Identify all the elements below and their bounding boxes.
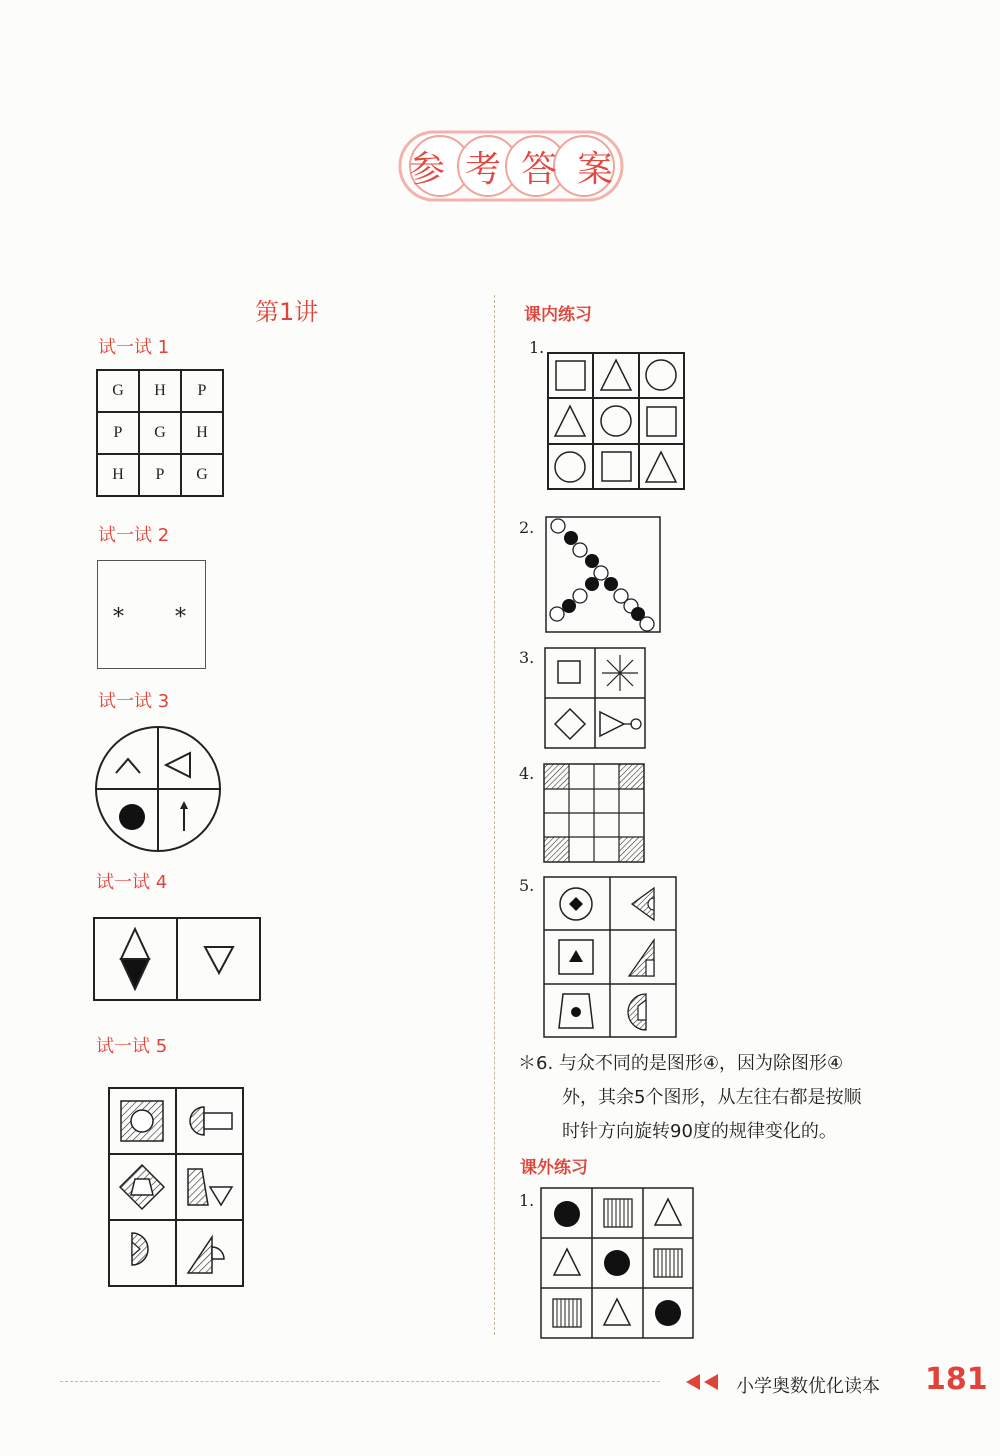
try5-label: 试一试 5 xyxy=(96,1036,168,1057)
try3-label: 试一试 3 xyxy=(98,691,170,712)
grid-cell: H xyxy=(139,370,181,412)
note-line: 外，其余5个图形，从左往右都是按顺 xyxy=(562,1087,862,1108)
grid-cell: G xyxy=(181,454,223,496)
inclass-q5-figure xyxy=(543,876,677,1038)
triangle-left-icon xyxy=(166,753,190,777)
asterisk-mark: * xyxy=(113,605,124,630)
afterclass-q1-figure xyxy=(540,1187,694,1339)
try1-label: 试一试 1 xyxy=(98,337,170,358)
try2-label: 试一试 2 xyxy=(98,525,170,546)
triangle-down-icon xyxy=(205,947,233,973)
lecture-title: 第1讲 xyxy=(255,298,319,326)
striped-square-icon xyxy=(553,1299,581,1327)
note-line: 时针方向旋转90度的规律变化的。 xyxy=(562,1121,837,1142)
caret-icon xyxy=(116,759,140,773)
triangle-icon xyxy=(655,1199,681,1225)
circle-icon xyxy=(555,452,585,482)
title-char: 答 xyxy=(521,148,558,190)
item-number: 2. xyxy=(519,518,535,537)
hatched-trapezoid-icon xyxy=(188,1169,208,1205)
half-circle-icon xyxy=(190,1107,204,1135)
in-class-heading: 课内练习 xyxy=(524,305,592,325)
title-char: 考 xyxy=(464,148,501,190)
square-icon xyxy=(602,452,631,481)
square-icon xyxy=(556,361,585,390)
column-divider xyxy=(494,295,495,1335)
filled-circle-icon xyxy=(604,1250,630,1276)
item-number: 3. xyxy=(519,648,535,667)
striped-square-icon xyxy=(654,1249,682,1277)
item-number: 1. xyxy=(519,1191,535,1210)
try2-box xyxy=(97,560,206,669)
circle-icon xyxy=(601,406,631,436)
inclass-q2-figure xyxy=(545,516,661,633)
triangle-icon xyxy=(555,406,585,436)
try4-figure xyxy=(93,917,261,1001)
note-line: ＊6. 与众不同的是图形④，因为除图形④ xyxy=(518,1053,844,1074)
title-char: 案 xyxy=(577,148,614,190)
diamond-icon xyxy=(555,709,585,739)
try3-circle-figure xyxy=(94,725,222,853)
note-paragraph xyxy=(518,1047,861,1149)
triangle-icon xyxy=(554,1249,580,1275)
grid-cell: P xyxy=(97,412,139,454)
diamond-bottom-icon xyxy=(121,959,149,989)
triangle-icon xyxy=(569,950,583,962)
inclass-q3-figure xyxy=(544,647,646,749)
try1-grid xyxy=(96,369,224,497)
filled-circle-icon xyxy=(655,1300,681,1326)
filled-circle-icon xyxy=(554,1201,580,1227)
grid-cell: G xyxy=(97,370,139,412)
square-icon xyxy=(647,407,676,436)
circle-icon xyxy=(646,360,676,390)
try4-label: 试一试 4 xyxy=(96,872,168,893)
title-banner xyxy=(398,128,624,204)
asterisk-mark: * xyxy=(175,605,186,630)
double-arrow-left-icon xyxy=(686,1374,726,1390)
page-number: 181 xyxy=(925,1362,988,1397)
diamond-icon xyxy=(569,897,583,911)
book-title: 小学奥数优化读本 xyxy=(736,1376,880,1397)
grid-cell: P xyxy=(139,454,181,496)
striped-square-icon xyxy=(604,1199,632,1227)
grid-cell: H xyxy=(97,454,139,496)
inclass-q4-figure xyxy=(543,763,645,863)
title-char: 参 xyxy=(408,148,445,190)
triangle-icon xyxy=(601,360,631,390)
triangle-right-icon xyxy=(600,712,624,736)
grid-cell: G xyxy=(139,412,181,454)
diamond-top-icon xyxy=(121,929,149,959)
inclass-q1-figure xyxy=(547,352,685,490)
triangle-icon xyxy=(646,452,676,482)
grid-cell: P xyxy=(181,370,223,412)
item-number: 5. xyxy=(519,876,535,895)
triangle-icon xyxy=(604,1299,630,1325)
star-lines-icon xyxy=(602,655,638,691)
footer-rule xyxy=(60,1381,660,1382)
item-number: 4. xyxy=(519,764,535,783)
filled-circle-icon xyxy=(119,804,145,830)
item-number: 1. xyxy=(529,338,545,357)
after-class-heading: 课外练习 xyxy=(520,1158,588,1178)
try5-figure xyxy=(108,1087,244,1287)
square-icon xyxy=(558,661,580,683)
hatched-triangle-icon xyxy=(188,1237,212,1273)
grid-cell: H xyxy=(181,412,223,454)
